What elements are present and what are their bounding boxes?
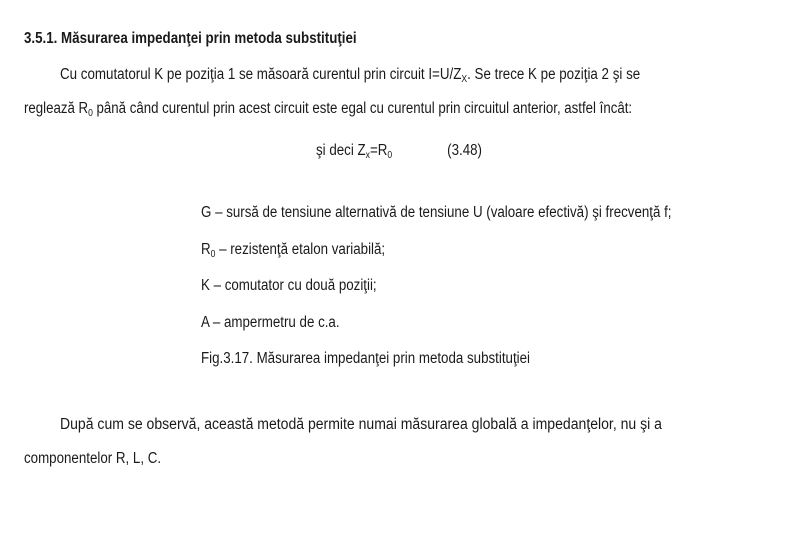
paragraph-line xyxy=(24,442,784,476)
text-span: . Se trece K pe poziţia 2 şi se xyxy=(467,66,641,83)
subscript: x xyxy=(365,150,370,161)
paragraph-line xyxy=(24,58,784,92)
equation-348 xyxy=(316,142,482,160)
subscript: X xyxy=(461,74,468,85)
figure-caption: Fig.3.17. Măsurarea impedanţei prin metoda substituţiei xyxy=(201,350,530,367)
text-span: până când curentul prin acest circuit este egal cu curentul prin circuitul anterior, astfel încât: xyxy=(92,100,633,117)
paragraph-line xyxy=(24,92,784,126)
section-heading: 3.5.1. Măsurarea impedanţei prin metoda substituţiei xyxy=(24,30,357,47)
legend-item-g: G – sursă de tensiune alternativă de tensiune U (valoare efectivă) şi frecvenţă f; xyxy=(201,204,672,221)
equation-number: (3.48) xyxy=(447,142,483,159)
subscript: 0 xyxy=(210,248,216,260)
text-line xyxy=(60,58,640,92)
text-line: După cum se observă, această metodă permite numai măsurarea globală a impedanţelor, nu şi a xyxy=(60,416,662,433)
text-line: componentelor R, L, C. xyxy=(24,450,162,467)
paragraph-conclusion xyxy=(24,408,784,476)
subscript: 0 xyxy=(387,150,393,161)
paragraph-substitution-intro xyxy=(24,58,784,126)
text-span: – rezistenţă etalon variabilă; xyxy=(215,240,386,258)
text-span: Cu comutatorul K pe poziţia 1 se măsoară curentul prin circuit I=U/Z xyxy=(60,66,462,83)
legend-item-r0 xyxy=(201,237,672,274)
text-span: R xyxy=(201,240,211,258)
text-span: reglează R xyxy=(24,100,89,117)
figure-legend xyxy=(201,200,748,383)
subscript: 0 xyxy=(88,108,93,119)
equation-text: =R xyxy=(369,142,388,159)
text-line xyxy=(24,92,632,126)
legend-item-k: K – comutator cu două poziţii; xyxy=(201,277,377,294)
equation-text: şi deci Z xyxy=(316,142,366,159)
legend-item-a: A – ampermetru de c.a. xyxy=(201,313,340,331)
paragraph-line xyxy=(24,408,784,442)
